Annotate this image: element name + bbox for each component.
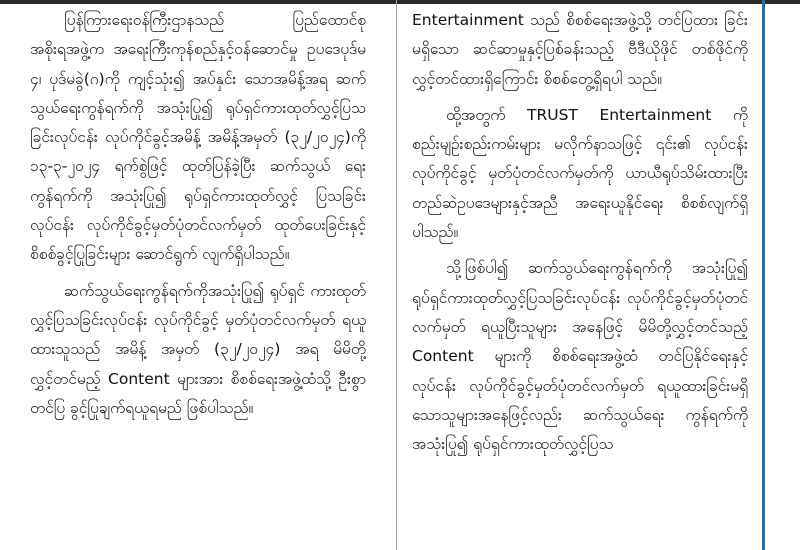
column-divider [396, 0, 397, 550]
right-paragraph-2: ထို့အတွက် TRUST Entertainment ကို စည်းမျဉ်းစည်းကမ်းများ မလိုက်နာသဖြင့် ၎င်း၏ လုပ်ငန်းလုပ်ကိုင်ခွင့် မှတ်ပုံတင်လက်မှတ်ကို ယာယီရုပ်သိမ်းထားပြီး တည်ဆဲဥပဒေများနှင့်အညီ အရေးယူနိုင်ရေး စိစစ်လျက်ရှိပါသည်။ [412, 105, 748, 242]
right-paragraph-3: သို့ဖြစ်ပါ၍ ဆက်သွယ်ရေးကွန်ရက်ကို အသုံးပြု၍ ရုပ်ရှင်ကားထုတ်လွှင့်ပြသခြင်းလုပ်ငန်း လုပ်ကိုင်ခွင့်မှတ်ပုံတင်လက်မှတ် ရယူပြီးသူများ အနေဖြင့် မိမိတို့လွှင့်တင်သည့် Content များကို စိစစ်ရေးအဖွဲ့ထံ တင်ပြနိုင်ရေးနှင့် လုပ်ငန်း လုပ်ကိုင်ခွင့်မှတ်ပုံတင်လက်မှတ် ရယူထားခြင်းမရှိ သောသူများအနေဖြင့်လည်း ဆက်သွယ်ရေး ကွန်ရက်ကို အသုံးပြု၍ ရုပ်ရှင်ကားထုတ်လွှင့်ပြသ [412, 259, 748, 454]
right-text-column [412, 6, 748, 550]
left-text-column [30, 6, 366, 550]
left-paragraph-1: ပြန်ကြားရေးဝန်ကြီးဌာနသည် ပြည်ထောင်စု အစိုးရအဖွဲ့က အရေးကြီးကုန်စည်နှင့်ဝန်ဆောင်မှု ဥပဒေပုဒ်မ ၄၊ ပုဒ်မခွဲ(ဂ)ကို ကျင့်သုံး၍ အပ်နှင်း သောအမိန့်အရ ဆက်သွယ်ရေးကွန်ရက်ကို အသုံးပြု၍ ရုပ်ရှင်ကားထုတ်လွှင့်ပြသခြင်းလုပ်ငန်း လုပ်ကိုင်ခွင့်အမိန့် အမိန့်အမှတ် (၃၂/၂၀၂၄)ကို ၁၃-၃-၂၀၂၄ ရက်စွဲဖြင့် ထုတ်ပြန်ခဲ့ပြီး ဆက်သွယ် ရေးကွန်ရက်ကို အသုံးပြု၍ ရုပ်ရှင်ကားထုတ်လွှင့် ပြသခြင်းလုပ်ငန်း လုပ်ကိုင်ခွင့်မှတ်ပုံတင်လက်မှတ် ထုတ်ပေးခြင်းနှင့် စိစစ်ခွင့်ပြုခြင်းများ ဆောင်ရွက် လျက်ရှိပါသည်။ [30, 11, 366, 264]
left-paragraph-2: ဆက်သွယ်ရေးကွန်ရက်ကိုအသုံးပြု၍ ရုပ်ရှင် ကားထုတ်လွှင့်ပြသခြင်းလုပ်ငန်း လုပ်ကိုင်ခွင့် မှတ်ပုံတင်လက်မှတ် ရယူထားသူသည် အမိန့် အမှတ် (၃၂/၂၀၂၄) အရ မိမိတို့ လွှင့်တင်မည့် Content များအား စိစစ်ရေးအဖွဲ့ထံသို့ ဦးစွာတင်ပြ ခွင့်ပြုချက်ရယူရမည် ဖြစ်ပါသည်။ [30, 281, 366, 417]
right-edge-accent-bar [762, 0, 765, 550]
top-border-rule [0, 0, 800, 4]
right-paragraph-1: Entertainment သည် စိစစ်ရေးအဖွဲ့သို့ တင်ပြထား ခြင်းမရှိသော ဆင်ဆာမှုနှင့်ပြစ်ခန်းသည့် ဗီဒီယိုဖိုင် တစ်ဖိုင်ကို လွှင့်တင်ထားရှိကြောင်း စိစစ်တွေ့ရှိရပါ သည်။ [412, 11, 748, 88]
